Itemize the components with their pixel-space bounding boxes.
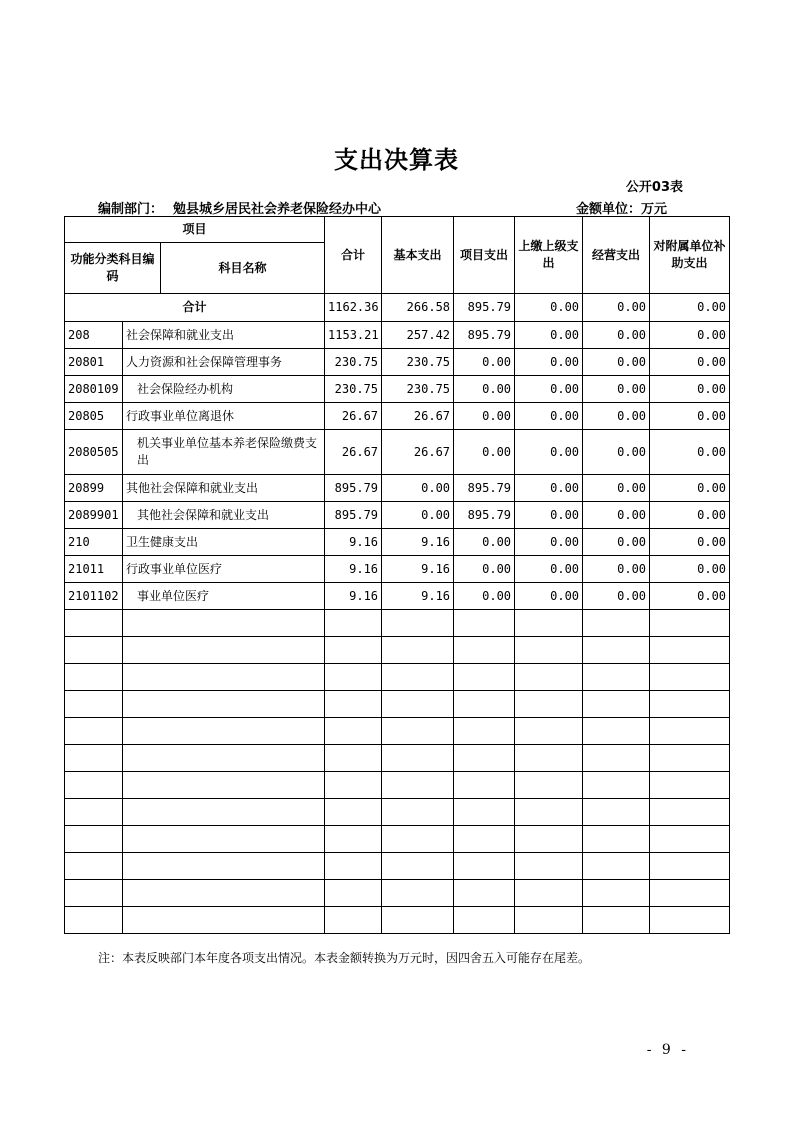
cell-subsidy: 0.00 <box>650 583 730 610</box>
department-line <box>98 198 381 217</box>
cell-project: 0.00 <box>454 430 515 475</box>
empty-cell <box>454 853 515 880</box>
cell-subject-name: 事业单位医疗 <box>123 583 325 610</box>
cell-subject-name: 机关事业单位基本养老保险缴费支出 <box>123 430 325 475</box>
empty-cell <box>325 853 382 880</box>
empty-cell <box>650 907 730 934</box>
empty-cell <box>325 907 382 934</box>
empty-cell <box>515 718 583 745</box>
empty-cell <box>454 799 515 826</box>
empty-cell <box>650 664 730 691</box>
cell-total: 895.79 <box>325 502 382 529</box>
empty-cell <box>123 853 325 880</box>
cell-upper: 0.00 <box>515 583 583 610</box>
cell-subject-name: 行政事业单位离退休 <box>123 403 325 430</box>
page-title: 支出决算表 <box>334 146 459 174</box>
empty-cell <box>650 745 730 772</box>
empty-cell <box>515 907 583 934</box>
cell-upper: 0.00 <box>515 322 583 349</box>
cell-basic: 230.75 <box>382 349 454 376</box>
cell-subsidy: 0.00 <box>650 322 730 349</box>
empty-cell <box>65 907 123 934</box>
cell-business: 0.00 <box>583 529 650 556</box>
empty-cell <box>65 610 123 637</box>
unit-label: 金额单位： <box>575 202 641 217</box>
cell-business: 0.00 <box>583 502 650 529</box>
empty-cell <box>515 853 583 880</box>
expenditure-table <box>64 216 730 934</box>
cell-subject-name: 社会保障和就业支出 <box>123 322 325 349</box>
cell-business: 0.00 <box>583 556 650 583</box>
table-row <box>65 430 730 475</box>
cell-basic: 9.16 <box>382 583 454 610</box>
empty-cell <box>515 691 583 718</box>
empty-cell <box>65 691 123 718</box>
table-row <box>65 322 730 349</box>
empty-cell <box>515 745 583 772</box>
cell-subsidy: 0.00 <box>650 349 730 376</box>
cell-project: 895.79 <box>454 322 515 349</box>
empty-row <box>65 664 730 691</box>
cell-subsidy: 0.00 <box>650 556 730 583</box>
empty-cell <box>650 853 730 880</box>
empty-cell <box>123 772 325 799</box>
empty-cell <box>65 718 123 745</box>
cell-basic: 9.16 <box>382 556 454 583</box>
total-upper: 0.00 <box>515 294 583 322</box>
cell-subsidy: 0.00 <box>650 529 730 556</box>
empty-cell <box>583 718 650 745</box>
total-subsidy: 0.00 <box>650 294 730 322</box>
cell-project: 895.79 <box>454 502 515 529</box>
empty-cell <box>583 745 650 772</box>
cell-project: 0.00 <box>454 556 515 583</box>
empty-cell <box>515 880 583 907</box>
table-row <box>65 475 730 502</box>
empty-cell <box>65 664 123 691</box>
empty-cell <box>325 718 382 745</box>
unit-line <box>576 198 667 217</box>
cell-business: 0.00 <box>583 322 650 349</box>
empty-cell <box>454 907 515 934</box>
empty-cell <box>382 907 454 934</box>
empty-cell <box>650 637 730 664</box>
empty-cell <box>583 853 650 880</box>
empty-cell <box>382 853 454 880</box>
cell-business: 0.00 <box>583 430 650 475</box>
department-label: 编制部门： <box>98 202 164 217</box>
cell-business: 0.00 <box>583 583 650 610</box>
header-subsidy: 对附属单位补助支出 <box>650 217 730 294</box>
empty-cell <box>583 691 650 718</box>
empty-cell <box>325 610 382 637</box>
empty-cell <box>650 772 730 799</box>
cell-code: 2080109 <box>65 376 123 403</box>
cell-code: 2089901 <box>65 502 123 529</box>
empty-cell <box>382 745 454 772</box>
empty-cell <box>650 799 730 826</box>
cell-business: 0.00 <box>583 475 650 502</box>
empty-cell <box>515 637 583 664</box>
empty-cell <box>123 907 325 934</box>
empty-cell <box>325 799 382 826</box>
empty-cell <box>583 637 650 664</box>
empty-cell <box>650 718 730 745</box>
empty-cell <box>650 691 730 718</box>
cell-basic: 257.42 <box>382 322 454 349</box>
total-total: 1162.36 <box>325 294 382 322</box>
cell-basic: 26.67 <box>382 430 454 475</box>
cell-upper: 0.00 <box>515 349 583 376</box>
header-upper: 上缴上级支出 <box>515 217 583 294</box>
cell-business: 0.00 <box>583 403 650 430</box>
cell-total: 9.16 <box>325 556 382 583</box>
empty-cell <box>382 610 454 637</box>
cell-project: 0.00 <box>454 403 515 430</box>
cell-code: 20899 <box>65 475 123 502</box>
cell-upper: 0.00 <box>515 475 583 502</box>
empty-cell <box>325 664 382 691</box>
empty-cell <box>123 664 325 691</box>
empty-cell <box>583 610 650 637</box>
empty-row <box>65 880 730 907</box>
empty-cell <box>325 637 382 664</box>
cell-total: 230.75 <box>325 349 382 376</box>
table-row <box>65 529 730 556</box>
empty-cell <box>382 691 454 718</box>
empty-cell <box>515 772 583 799</box>
empty-cell <box>454 610 515 637</box>
cell-subsidy: 0.00 <box>650 475 730 502</box>
empty-cell <box>454 664 515 691</box>
total-row <box>65 294 730 322</box>
footnote: 注：本表反映部门本年度各项支出情况。本表金额转换为万元时，因四舍五入可能存在尾差。 <box>98 951 591 965</box>
empty-cell <box>123 718 325 745</box>
empty-cell <box>583 664 650 691</box>
empty-row <box>65 610 730 637</box>
table-row <box>65 556 730 583</box>
empty-cell <box>123 799 325 826</box>
table-row <box>65 583 730 610</box>
empty-cell <box>382 799 454 826</box>
empty-cell <box>123 691 325 718</box>
cell-business: 0.00 <box>583 349 650 376</box>
cell-upper: 0.00 <box>515 529 583 556</box>
empty-cell <box>515 799 583 826</box>
cell-code: 21011 <box>65 556 123 583</box>
cell-subject-name: 其他社会保障和就业支出 <box>123 502 325 529</box>
empty-cell <box>123 745 325 772</box>
cell-total: 26.67 <box>325 430 382 475</box>
cell-project: 0.00 <box>454 376 515 403</box>
cell-subject-name: 社会保险经办机构 <box>123 376 325 403</box>
empty-cell <box>325 691 382 718</box>
cell-project: 0.00 <box>454 349 515 376</box>
empty-cell <box>123 826 325 853</box>
department-name: 勉县城乡居民社会养老保险经办中心 <box>173 202 382 217</box>
empty-row <box>65 799 730 826</box>
cell-project: 0.00 <box>454 583 515 610</box>
empty-cell <box>65 772 123 799</box>
empty-cell <box>325 745 382 772</box>
empty-cell <box>454 826 515 853</box>
header-func-code: 功能分类科目编码 <box>65 243 161 294</box>
cell-basic: 0.00 <box>382 502 454 529</box>
empty-cell <box>515 826 583 853</box>
cell-subsidy: 0.00 <box>650 403 730 430</box>
empty-cell <box>325 826 382 853</box>
cell-subject-name: 行政事业单位医疗 <box>123 556 325 583</box>
header-business: 经营支出 <box>583 217 650 294</box>
cell-upper: 0.00 <box>515 403 583 430</box>
empty-cell <box>382 664 454 691</box>
cell-upper: 0.00 <box>515 376 583 403</box>
cell-subject-name: 人力资源和社会保障管理事务 <box>123 349 325 376</box>
empty-cell <box>65 853 123 880</box>
empty-cell <box>454 718 515 745</box>
total-project: 895.79 <box>454 294 515 322</box>
table-row <box>65 376 730 403</box>
empty-row <box>65 853 730 880</box>
header-item: 项目 <box>65 217 325 243</box>
cell-total: 26.67 <box>325 403 382 430</box>
form-number: 公开03表 <box>625 180 683 195</box>
empty-row <box>65 745 730 772</box>
empty-cell <box>515 610 583 637</box>
empty-cell <box>583 826 650 853</box>
total-basic: 266.58 <box>382 294 454 322</box>
empty-cell <box>583 799 650 826</box>
empty-row <box>65 772 730 799</box>
empty-row <box>65 691 730 718</box>
cell-code: 20801 <box>65 349 123 376</box>
empty-cell <box>325 772 382 799</box>
empty-cell <box>65 799 123 826</box>
cell-code: 2080505 <box>65 430 123 475</box>
cell-total: 1153.21 <box>325 322 382 349</box>
cell-code: 210 <box>65 529 123 556</box>
cell-code: 2101102 <box>65 583 123 610</box>
empty-cell <box>650 610 730 637</box>
empty-cell <box>123 880 325 907</box>
cell-subsidy: 0.00 <box>650 502 730 529</box>
empty-cell <box>382 718 454 745</box>
total-business: 0.00 <box>583 294 650 322</box>
cell-total: 895.79 <box>325 475 382 502</box>
empty-cell <box>65 880 123 907</box>
empty-row <box>65 907 730 934</box>
empty-row <box>65 718 730 745</box>
empty-cell <box>65 745 123 772</box>
cell-basic: 9.16 <box>382 529 454 556</box>
table-row <box>65 349 730 376</box>
empty-cell <box>583 880 650 907</box>
header-project: 项目支出 <box>454 217 515 294</box>
header-basic: 基本支出 <box>382 217 454 294</box>
cell-basic: 26.67 <box>382 403 454 430</box>
cell-upper: 0.00 <box>515 430 583 475</box>
cell-code: 20805 <box>65 403 123 430</box>
cell-basic: 230.75 <box>382 376 454 403</box>
header-subject-name: 科目名称 <box>161 243 325 294</box>
empty-cell <box>583 772 650 799</box>
header-total: 合计 <box>325 217 382 294</box>
cell-subsidy: 0.00 <box>650 376 730 403</box>
page-number: - 9 - <box>646 1042 689 1058</box>
cell-upper: 0.00 <box>515 556 583 583</box>
cell-total: 9.16 <box>325 529 382 556</box>
empty-cell <box>515 664 583 691</box>
empty-row <box>65 637 730 664</box>
empty-cell <box>454 772 515 799</box>
empty-cell <box>123 637 325 664</box>
empty-cell <box>583 907 650 934</box>
empty-cell <box>650 826 730 853</box>
empty-row <box>65 826 730 853</box>
cell-total: 230.75 <box>325 376 382 403</box>
empty-cell <box>650 880 730 907</box>
empty-cell <box>325 880 382 907</box>
empty-cell <box>454 880 515 907</box>
cell-project: 0.00 <box>454 529 515 556</box>
total-label: 合计 <box>65 294 325 322</box>
empty-cell <box>454 637 515 664</box>
empty-cell <box>65 637 123 664</box>
empty-cell <box>123 610 325 637</box>
table-row <box>65 502 730 529</box>
empty-cell <box>454 745 515 772</box>
unit-value: 万元 <box>640 202 667 217</box>
cell-basic: 0.00 <box>382 475 454 502</box>
cell-total: 9.16 <box>325 583 382 610</box>
empty-cell <box>454 691 515 718</box>
empty-cell <box>382 880 454 907</box>
cell-business: 0.00 <box>583 376 650 403</box>
cell-subsidy: 0.00 <box>650 430 730 475</box>
cell-upper: 0.00 <box>515 502 583 529</box>
cell-project: 895.79 <box>454 475 515 502</box>
cell-subject-name: 卫生健康支出 <box>123 529 325 556</box>
empty-cell <box>382 637 454 664</box>
table-row <box>65 403 730 430</box>
cell-code: 208 <box>65 322 123 349</box>
empty-cell <box>382 826 454 853</box>
empty-cell <box>382 772 454 799</box>
empty-cell <box>65 826 123 853</box>
cell-subject-name: 其他社会保障和就业支出 <box>123 475 325 502</box>
